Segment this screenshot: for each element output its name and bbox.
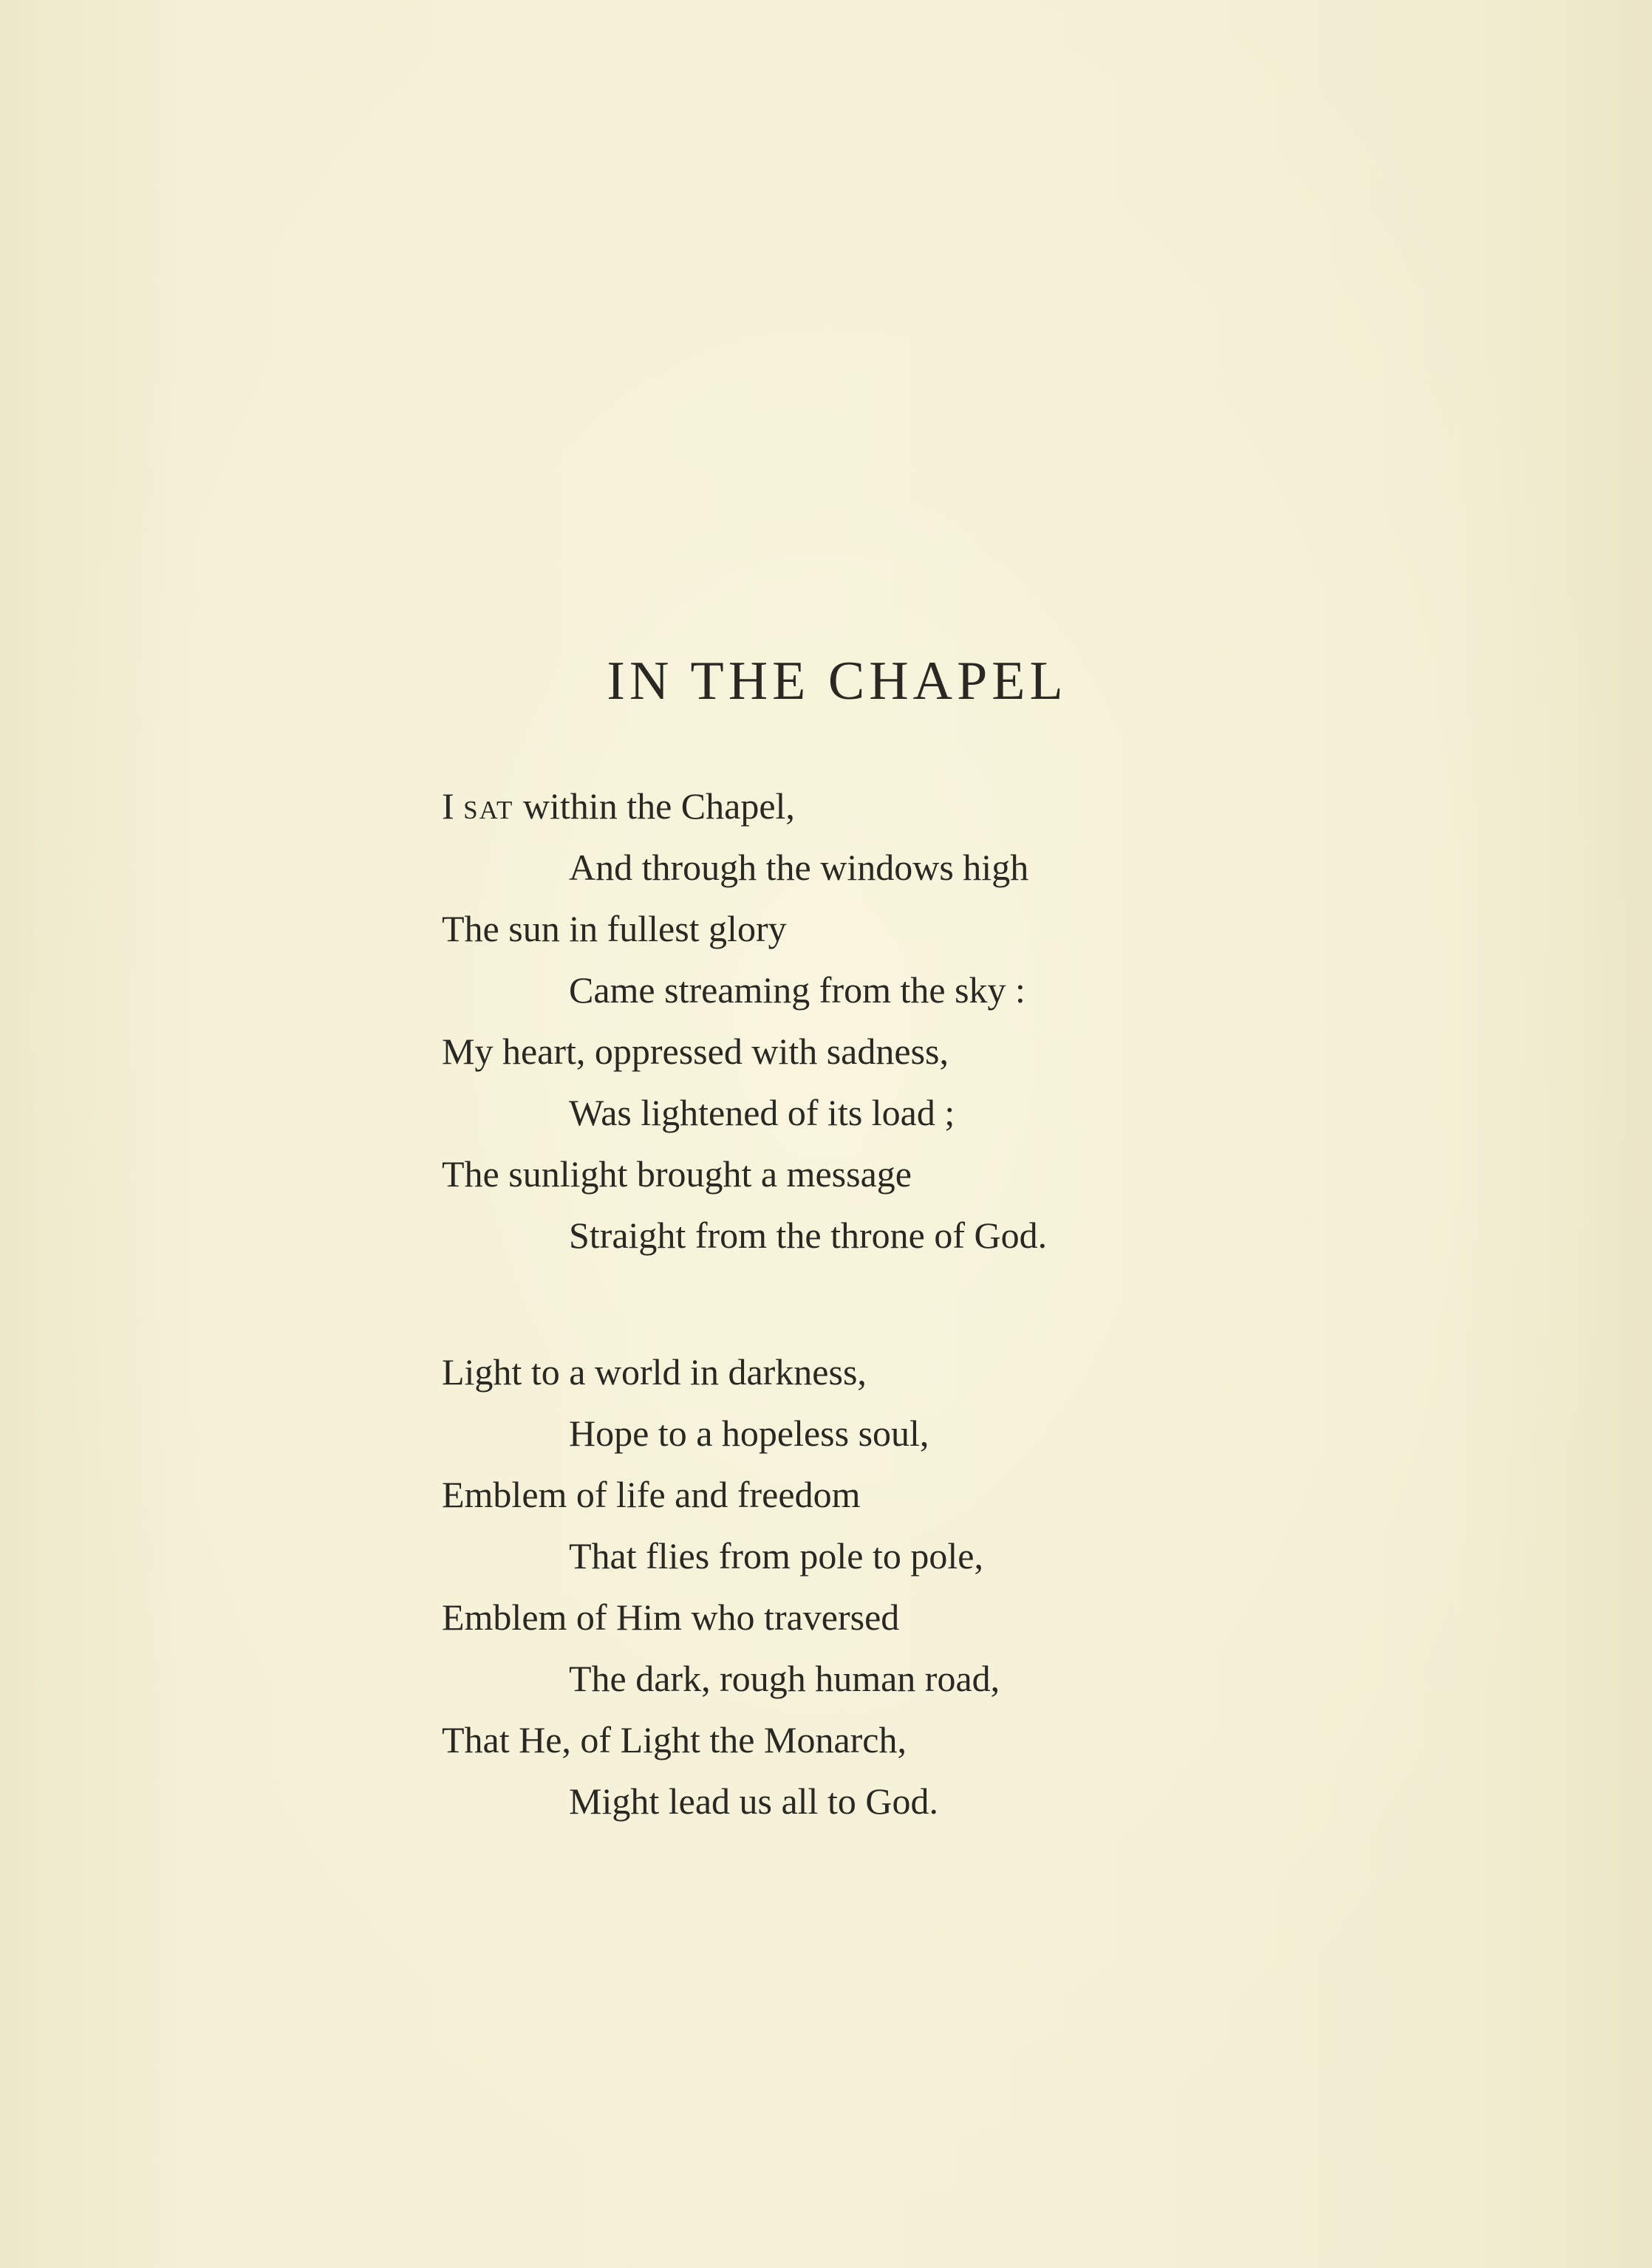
poem-line: Straight from the throne of God. [569, 1215, 1048, 1256]
poem-body [442, 776, 1402, 1832]
poem-title: IN THE CHAPEL [607, 651, 1068, 711]
poem-line [442, 776, 1402, 837]
stanza-1 [442, 776, 1402, 1266]
poem-line: Emblem of life and freedom [442, 1474, 861, 1515]
poem-line: That flies from pole to pole, [569, 1535, 983, 1577]
poem-line: The sun in fullest glory [442, 908, 787, 949]
small-caps-word: sat [463, 785, 514, 827]
poem-line: That He, of Light the Monarch, [442, 1719, 907, 1760]
poem-line: And through the windows high [569, 847, 1029, 888]
poem-line: Might lead us all to God. [569, 1780, 938, 1822]
stanza-2 [442, 1342, 1402, 1832]
poem-line: Came streaming from the sky : [569, 969, 1025, 1011]
poem-line: Was lightened of its load ; [569, 1092, 955, 1133]
line-rest: within the Chapel, [522, 785, 795, 827]
poem-line: Hope to a hopeless soul, [569, 1413, 929, 1454]
poem-line: The dark, rough human road, [569, 1658, 1000, 1699]
first-word: I [442, 785, 454, 827]
poem-line: My heart, oppressed with sadness, [442, 1031, 949, 1072]
poem-line: Light to a world in darkness, [442, 1351, 867, 1393]
poem-line: The sunlight brought a message [442, 1153, 912, 1195]
poem-line: Emblem of Him who traversed [442, 1596, 900, 1638]
